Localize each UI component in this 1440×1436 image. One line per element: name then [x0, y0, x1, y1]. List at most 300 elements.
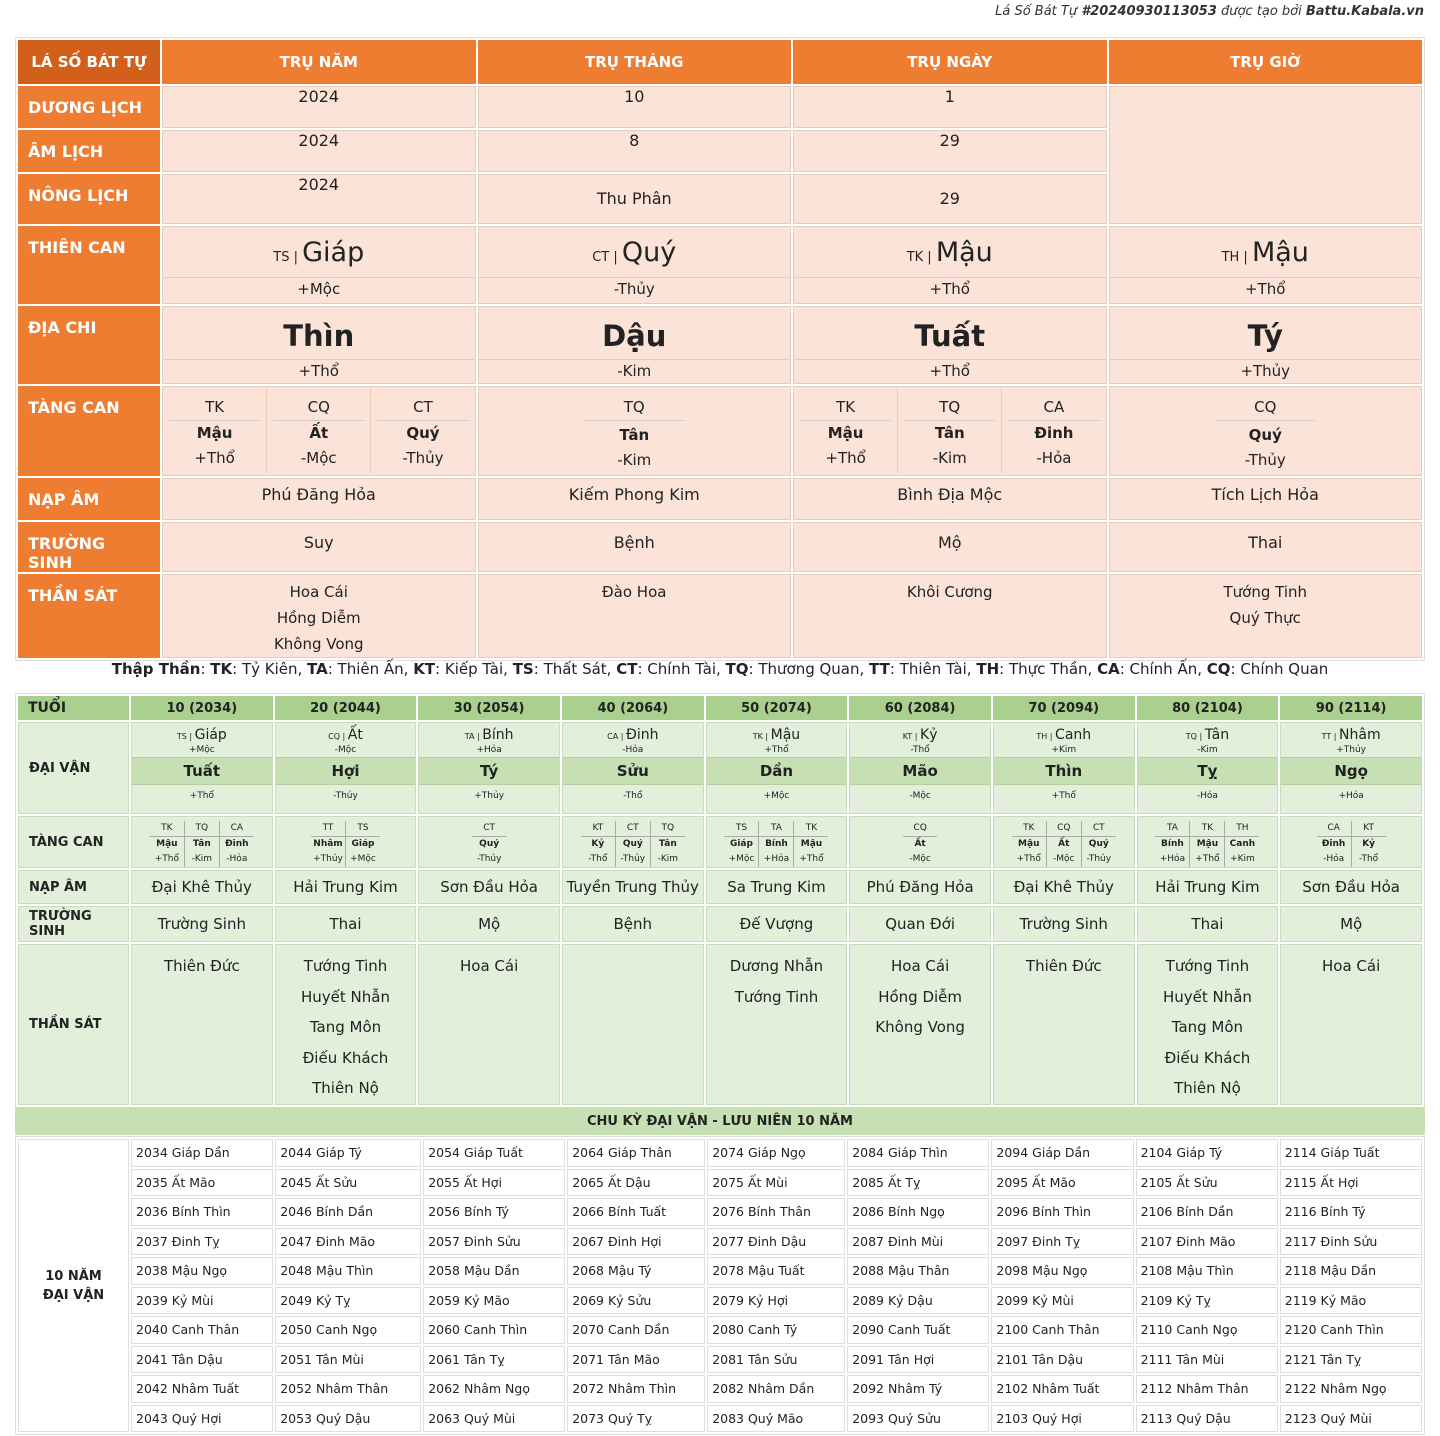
truong-sinh-cell: Thai — [1137, 906, 1279, 942]
year-cell: 2115 Ất Hợi — [1280, 1169, 1422, 1197]
than-sat-cell — [706, 944, 848, 1105]
dv-can-name: Kỷ — [920, 727, 938, 743]
nong-year: 2024 — [162, 174, 476, 224]
ten-god-tag: CQ — [328, 732, 340, 741]
tang-can-cell — [849, 816, 991, 868]
cycle-table — [15, 1136, 1425, 1435]
legend-value: : Tỷ Kiên, — [232, 660, 308, 678]
truong-sinh-cell: Thai — [275, 906, 417, 942]
dv-chi-name: Thìn — [994, 757, 1134, 785]
row-label-than-sat: THẦN SÁT — [18, 944, 129, 1105]
dv-can-name: Giáp — [194, 727, 227, 743]
dv-can: TQ | Tân — [1185, 727, 1230, 743]
year-cell: 2039 Kỷ Mùi — [131, 1287, 273, 1315]
year-cell: 2112 Nhâm Thân — [1136, 1375, 1278, 1403]
dv-chi-name: Tý — [419, 757, 559, 785]
ten-gods-legend — [0, 660, 1440, 678]
nap-am-cell: Đại Khê Thủy — [131, 870, 273, 904]
dia-chi-month — [478, 306, 792, 384]
year-cell: 2074 Giáp Ngọ — [707, 1139, 845, 1167]
dv-can: TH | Canh — [1036, 727, 1092, 743]
year-cell: 2096 Bính Thìn — [991, 1198, 1133, 1226]
year-cell: 2034 Giáp Dần — [131, 1139, 273, 1167]
row-label-truong-sinh: TRƯỜNG SINH — [18, 522, 160, 572]
tang-can-item: CA Đinh -Hỏa — [220, 821, 254, 867]
tang-can-item: CQ Ất -Mộc — [903, 821, 937, 867]
row-label-thien-can: THIÊN CAN — [18, 226, 160, 304]
tang-can-cell — [1280, 816, 1422, 868]
dai-van-cell — [275, 722, 417, 814]
legend-key: TA — [307, 660, 328, 678]
legend-value: : Chính Quan — [1230, 660, 1329, 678]
legend-value: : Thất Sát, — [533, 660, 617, 678]
thien-can-day: TK | Mậu +Thổ — [793, 226, 1107, 304]
year-cell: 2046 Bính Dần — [275, 1198, 421, 1226]
thien-can-month: CT | Quý -Thủy — [478, 226, 792, 304]
than-sat-item: Huyết Nhẫn — [1162, 987, 1252, 1006]
legend-key: TH — [976, 660, 1000, 678]
chi-element: +Thổ — [163, 359, 475, 382]
row-label-dia-chi: ĐỊA CHI — [18, 306, 160, 384]
year-cell: 2098 Mậu Ngọ — [991, 1257, 1133, 1285]
nap-am-cell: Hải Trung Kim — [275, 870, 417, 904]
ten-god-tag: TH — [1036, 732, 1048, 741]
duong-month: 10 — [478, 86, 792, 128]
dv-can: TS | Giáp — [176, 727, 227, 743]
nap-am-year: Phú Đăng Hỏa — [162, 478, 476, 520]
tang-can-cell — [131, 816, 273, 868]
year-cell: 2117 Đinh Sửu — [1280, 1228, 1422, 1256]
than-sat-item: Thiên Đức — [163, 957, 240, 975]
dv-can-element: +Thổ — [764, 745, 789, 755]
tang-can-item: TK Mậu +Thổ — [150, 821, 185, 867]
ten-god-tag: TK — [752, 732, 763, 741]
year-cell: 2093 Quý Sửu — [847, 1405, 989, 1433]
ten-god-tag: TH — [1221, 250, 1240, 265]
legend-key: Thập Thần — [111, 660, 201, 678]
ten-god-tag: TA — [464, 732, 475, 741]
dv-chi-element: +Thổ — [1051, 791, 1076, 801]
dai-van-cell — [418, 722, 560, 814]
dv-can: TA | Bính — [464, 727, 514, 743]
than-sat-item: Điếu Khách — [1164, 1048, 1251, 1067]
col-header-month: TRỤ THÁNG — [478, 40, 792, 84]
duong-day: 1 — [793, 86, 1107, 128]
nap-am-cell: Phú Đăng Hỏa — [849, 870, 991, 904]
dv-can-element: +Hỏa — [476, 745, 502, 755]
dv-can: CA | Đinh — [607, 727, 659, 743]
year-cell: 2067 Đinh Hợi — [567, 1228, 705, 1256]
can-element: +Mộc — [163, 277, 475, 300]
tang-can-item: TQ Tân -Kim — [584, 387, 684, 475]
year-cell: 2105 Ất Sửu — [1136, 1169, 1278, 1197]
truong-sinh-cell: Đế Vượng — [706, 906, 848, 942]
year-cell: 2045 Ất Sửu — [275, 1169, 421, 1197]
year-cell: 2085 Ất Tỵ — [847, 1169, 989, 1197]
bat-tu-table — [15, 37, 1425, 661]
chi-name: Thìn — [283, 319, 355, 353]
col-header-year: TRỤ NĂM — [162, 40, 476, 84]
am-day: 29 — [793, 130, 1107, 172]
chi-element: +Thủy — [1110, 359, 1422, 382]
year-cell: 2050 Canh Ngọ — [275, 1316, 421, 1344]
year-cell: 2035 Ất Mão — [131, 1169, 273, 1197]
year-cell: 2053 Quý Dậu — [275, 1405, 421, 1433]
row-label-than-sat: THẦN SÁT — [18, 574, 160, 658]
row-label-tuoi: TUỔI — [18, 696, 129, 720]
row-label-tang-can: TÀNG CAN — [18, 386, 160, 476]
year-cell: 2122 Nhâm Ngọ — [1280, 1375, 1422, 1403]
year-cell: 2060 Canh Thìn — [423, 1316, 565, 1344]
can-name: Mậu — [935, 237, 993, 268]
chi-element: -Kim — [479, 359, 791, 382]
dv-chi-element: -Mộc — [909, 791, 931, 801]
duong-year: 2024 — [162, 86, 476, 128]
legend-value: : Thiên Ấn, — [327, 660, 414, 678]
year-cell: 2110 Canh Ngọ — [1136, 1316, 1278, 1344]
hour-date-empty — [1109, 86, 1423, 224]
legend-value: : Chính Tài, — [637, 660, 726, 678]
dai-van-table — [15, 693, 1425, 1108]
tang-can-item: TH Canh +Kim — [1225, 821, 1259, 867]
nap-am-cell: Tuyền Trung Thủy — [562, 870, 704, 904]
row-label-duong: DƯƠNG LỊCH — [18, 86, 160, 128]
can-element: +Thổ — [794, 277, 1106, 300]
row-label-nap-am: NẠP ÂM — [18, 478, 160, 520]
than-sat-item: Hoa Cái — [460, 957, 519, 975]
age-header: 40 (2064) — [562, 696, 704, 720]
ten-god-tag: TQ — [1185, 732, 1197, 741]
dai-van-cell — [1137, 722, 1279, 814]
nong-month: Thu Phân — [478, 174, 792, 224]
can-name: Mậu — [1251, 237, 1309, 268]
than-sat-item: Không Vong — [875, 1018, 965, 1036]
year-cell: 2055 Ất Hợi — [423, 1169, 565, 1197]
year-cell: 2079 Kỷ Hợi — [707, 1287, 845, 1315]
than-sat-item: Tướng Tinh — [303, 957, 388, 975]
than-sat-cell — [275, 944, 417, 1105]
year-cell: 2100 Canh Thân — [991, 1316, 1133, 1344]
year-cell: 2091 Tân Hợi — [847, 1346, 989, 1374]
than-sat-item: Hoa Cái — [1322, 957, 1381, 975]
dv-can-name: Tân — [1204, 727, 1230, 743]
tang-can-item: CQ Ất -Mộc — [1047, 821, 1082, 867]
age-header: 50 (2074) — [706, 696, 848, 720]
tang-can-cell — [418, 816, 560, 868]
tang-can-item: CA Đinh -Hỏa — [1002, 387, 1105, 473]
year-cell: 2120 Canh Thìn — [1280, 1316, 1422, 1344]
year-cell: 2077 Đinh Dậu — [707, 1228, 845, 1256]
dv-can: TT | Nhâm — [1321, 727, 1381, 743]
year-cell: 2076 Bính Thân — [707, 1198, 845, 1226]
tang-can-item: TT Nhâm +Thủy — [311, 821, 346, 867]
dv-chi-element: -Thủy — [333, 791, 358, 801]
dia-chi-hour — [1109, 306, 1423, 384]
dv-can-element: -Mộc — [334, 745, 357, 755]
dai-van-cell — [849, 722, 991, 814]
row-label-truong-sinh: TRƯỜNG SINH — [18, 906, 129, 942]
row-label-tang-can: TÀNG CAN — [18, 816, 129, 868]
tang-can-item: TQ Tân -Kim — [185, 821, 220, 867]
year-cell: 2101 Tân Dậu — [991, 1346, 1133, 1374]
than-sat-hour: Tướng Tinh Quý Thực — [1109, 574, 1423, 658]
year-cell: 2092 Nhâm Tý — [847, 1375, 989, 1403]
year-cell: 2071 Tân Mão — [567, 1346, 705, 1374]
year-cell: 2062 Nhâm Ngọ — [423, 1375, 565, 1403]
year-cell: 2102 Nhâm Tuất — [991, 1375, 1133, 1403]
tang-can-cell — [1137, 816, 1279, 868]
credit-mid: được tạo bởi — [1216, 4, 1306, 19]
row-label-dai-van: ĐẠI VẬN — [18, 722, 129, 814]
legend-key: TT — [869, 660, 890, 678]
dai-van-cell — [562, 722, 704, 814]
year-cell: 2083 Quý Mão — [707, 1405, 845, 1433]
ten-god-tag: TS — [273, 250, 290, 265]
col-header-hour: TRỤ GIỜ — [1109, 40, 1423, 84]
than-sat-cell — [131, 944, 273, 1105]
dv-can-element: -Hỏa — [622, 745, 644, 755]
dv-chi-element: +Mộc — [763, 791, 790, 801]
legend-value: : Thương Quan, — [748, 660, 870, 678]
tang-can-item: TK Mậu +Thổ — [794, 387, 898, 473]
tang-can-day — [793, 386, 1107, 476]
thien-can-hour: TH | Mậu +Thổ — [1109, 226, 1423, 304]
year-cell: 2069 Kỷ Sửu — [567, 1287, 705, 1315]
dv-chi-element: +Thổ — [189, 791, 214, 801]
year-cell: 2049 Kỷ Tỵ — [275, 1287, 421, 1315]
than-sat-item: Tang Môn — [1171, 1018, 1244, 1036]
nap-am-hour: Tích Lịch Hỏa — [1109, 478, 1423, 520]
tang-can-item: TK Mậu +Thổ — [163, 387, 267, 473]
legend-value: : Kiếp Tài, — [435, 660, 513, 678]
tang-can-cell — [275, 816, 417, 868]
ten-god-tag: KT — [902, 732, 913, 741]
legend-value: : Thực Thần, — [999, 660, 1098, 678]
legend-key: KT — [413, 660, 436, 678]
than-sat-item: Thiên Nộ — [1174, 1079, 1241, 1097]
row-label-nong: NÔNG LỊCH — [18, 174, 160, 224]
credit-prefix: Lá Số Bát Tự — [995, 4, 1082, 19]
year-cell: 2054 Giáp Tuất — [423, 1139, 565, 1167]
year-cell: 2109 Kỷ Tỵ — [1136, 1287, 1278, 1315]
than-sat-item: Thiên Đức — [1025, 957, 1102, 975]
tang-can-item: CT Quý -Thủy — [616, 821, 651, 867]
tang-can-cell — [562, 816, 704, 868]
dv-chi-element: -Thổ — [623, 791, 643, 801]
cycle-title: CHU KỲ ĐẠI VẬN - LƯU NIÊN 10 NĂM — [15, 1107, 1425, 1135]
ten-god-tag: TS — [176, 732, 187, 741]
dv-chi-element: +Hỏa — [1338, 791, 1364, 801]
chi-element: +Thổ — [794, 359, 1106, 382]
dv-chi-element: -Hỏa — [1196, 791, 1218, 801]
year-cell: 2088 Mậu Thân — [847, 1257, 989, 1285]
year-cell: 2051 Tân Mùi — [275, 1346, 421, 1374]
than-sat-cell — [418, 944, 560, 1105]
dv-can: KT | Kỷ — [902, 727, 938, 743]
truong-sinh-cell: Mộ — [418, 906, 560, 942]
than-sat-item: Hoa Cái — [890, 957, 950, 975]
dv-can: CQ | Ất — [328, 727, 363, 743]
nap-am-cell: Sơn Đầu Hỏa — [418, 870, 560, 904]
truong-sinh-month: Bệnh — [478, 522, 792, 572]
tang-can-item: CT Quý -Thủy — [371, 387, 474, 473]
than-sat-cell — [849, 944, 991, 1105]
col-header-day: TRỤ NGÀY — [793, 40, 1107, 84]
dai-van-cell — [131, 722, 273, 814]
year-cell: 2063 Quý Mùi — [423, 1405, 565, 1433]
year-cell: 2036 Bính Thìn — [131, 1198, 273, 1226]
than-sat-item: Tang Môn — [309, 1018, 382, 1036]
year-cell: 2052 Nhâm Thân — [275, 1375, 421, 1403]
year-cell: 2123 Quý Mùi — [1280, 1405, 1422, 1433]
legend-key: TK — [210, 660, 233, 678]
ten-god-tag: CT — [592, 250, 610, 265]
truong-sinh-year: Suy — [162, 522, 476, 572]
year-cell: 2068 Mậu Tý — [567, 1257, 705, 1285]
dai-van-cell — [993, 722, 1135, 814]
tang-can-item: TS Giáp +Mộc — [346, 821, 380, 867]
tang-can-hour — [1109, 386, 1423, 476]
dv-chi-name: Ngọ — [1281, 757, 1421, 785]
year-cell: 2094 Giáp Dần — [991, 1139, 1133, 1167]
dai-van-cell — [706, 722, 848, 814]
age-header: 70 (2094) — [993, 696, 1135, 720]
chart-id: #20240930113053 — [1081, 4, 1217, 19]
year-cell: 2038 Mậu Ngọ — [131, 1257, 273, 1285]
truong-sinh-cell: Mộ — [1280, 906, 1422, 942]
year-cell: 2075 Ất Mùi — [707, 1169, 845, 1197]
can-element: +Thổ — [1110, 277, 1422, 300]
dai-van-cell — [1280, 722, 1422, 814]
than-sat-cell — [1280, 944, 1422, 1105]
dv-can-element: +Mộc — [188, 745, 215, 755]
year-cell: 2078 Mậu Tuất — [707, 1257, 845, 1285]
dv-chi-name: Mão — [850, 757, 990, 785]
nap-am-day: Bình Địa Mộc — [793, 478, 1107, 520]
legend-value: : Chính Ấn, — [1119, 660, 1207, 678]
age-header: 20 (2044) — [275, 696, 417, 720]
truong-sinh-hour: Thai — [1109, 522, 1423, 572]
tang-can-cell — [993, 816, 1135, 868]
year-cell: 2111 Tân Mùi — [1136, 1346, 1278, 1374]
nap-am-cell: Hải Trung Kim — [1137, 870, 1279, 904]
nap-am-cell: Đại Khê Thủy — [993, 870, 1135, 904]
dv-can-element: +Kim — [1051, 745, 1077, 755]
than-sat-item: Thiên Nộ — [312, 1079, 379, 1097]
year-cell: 2108 Mậu Thìn — [1136, 1257, 1278, 1285]
than-sat-cell — [1137, 944, 1279, 1105]
tang-can-item: CQ Ất -Mộc — [267, 387, 371, 473]
legend-key: TQ — [725, 660, 749, 678]
chi-name: Tuất — [914, 319, 986, 353]
nap-am-cell: Sơn Đầu Hỏa — [1280, 870, 1422, 904]
year-cell: 2064 Giáp Thân — [567, 1139, 705, 1167]
dv-can-name: Mậu — [770, 727, 801, 743]
year-cell: 2118 Mậu Dần — [1280, 1257, 1422, 1285]
year-cell: 2114 Giáp Tuất — [1280, 1139, 1422, 1167]
than-sat-month: Đào Hoa — [478, 574, 792, 658]
year-cell: 2047 Đinh Mão — [275, 1228, 421, 1256]
tang-can-item: CQ Quý -Thủy — [1215, 387, 1315, 475]
truong-sinh-cell: Bệnh — [562, 906, 704, 942]
year-cell: 2089 Kỷ Dậu — [847, 1287, 989, 1315]
tang-can-item: TA Bính +Hỏa — [759, 821, 794, 867]
credit-line — [995, 4, 1424, 19]
tang-can-item: TK Mậu +Thổ — [1190, 821, 1225, 867]
can-name: Quý — [621, 237, 677, 268]
corner-header: LÁ SỐ BÁT TỰ — [18, 40, 160, 84]
age-header: 10 (2034) — [131, 696, 273, 720]
than-sat-item: Huyết Nhẫn — [301, 987, 390, 1006]
year-cell: 2048 Mậu Thìn — [275, 1257, 421, 1285]
legend-key: CA — [1097, 660, 1120, 678]
year-cell: 2116 Bính Tý — [1280, 1198, 1422, 1226]
year-cell: 2080 Canh Tý — [707, 1316, 845, 1344]
truong-sinh-cell: Trường Sinh — [993, 906, 1135, 942]
year-cell: 2104 Giáp Tý — [1136, 1139, 1278, 1167]
than-sat-item: Tướng Tinh — [734, 987, 819, 1006]
than-sat-cell — [562, 944, 704, 1105]
dv-chi-name: Hợi — [276, 757, 416, 785]
year-cell: 2058 Mậu Dần — [423, 1257, 565, 1285]
tang-can-item: CA Đinh -Hỏa — [1317, 821, 1352, 867]
row-label-am: ÂM LỊCH — [18, 130, 160, 172]
cycle-label: 10 NĂM ĐẠI VẬN — [18, 1139, 129, 1432]
year-cell: 2037 Đinh Tỵ — [131, 1228, 273, 1256]
year-cell: 2040 Canh Thân — [131, 1316, 273, 1344]
year-cell: 2057 Đinh Sửu — [423, 1228, 565, 1256]
nap-am-month: Kiếm Phong Kim — [478, 478, 792, 520]
dv-can-name: Canh — [1055, 727, 1092, 743]
than-sat-day: Khôi Cương — [793, 574, 1107, 658]
can-element: -Thủy — [479, 277, 791, 300]
site-name[interactable]: Battu.Kabala.vn — [1305, 4, 1424, 19]
dv-chi-name: Sửu — [563, 757, 703, 785]
dv-can-name: Nhâm — [1339, 727, 1381, 743]
dv-can-name: Ất — [347, 727, 363, 743]
year-cell: 2041 Tân Dậu — [131, 1346, 273, 1374]
than-sat-item: Tướng Tinh — [1165, 957, 1250, 975]
year-cell: 2113 Quý Dậu — [1136, 1405, 1278, 1433]
year-cell: 2061 Tân Tỵ — [423, 1346, 565, 1374]
tang-can-item: KT Kỷ -Thổ — [581, 821, 616, 867]
than-sat-item: Hồng Diễm — [878, 987, 963, 1006]
ten-god-tag: CA — [607, 732, 619, 741]
tang-can-month — [478, 386, 792, 476]
age-header: 60 (2084) — [849, 696, 991, 720]
age-header: 30 (2054) — [418, 696, 560, 720]
am-year: 2024 — [162, 130, 476, 172]
year-cell: 2097 Đinh Tỵ — [991, 1228, 1133, 1256]
than-sat-item: Dương Nhẫn — [729, 957, 824, 975]
year-cell: 2043 Quý Hợi — [131, 1405, 273, 1433]
legend-key: TS — [512, 660, 534, 678]
dia-chi-day — [793, 306, 1107, 384]
tang-can-item: CT Quý -Thủy — [1082, 821, 1116, 867]
truong-sinh-cell: Trường Sinh — [131, 906, 273, 942]
dv-chi-name: Dần — [707, 757, 847, 785]
dv-chi-element: +Thủy — [474, 791, 505, 801]
year-cell: 2119 Kỷ Mão — [1280, 1287, 1422, 1315]
tang-can-item: TQ Tân -Kim — [898, 387, 1002, 473]
tang-can-item: TK Mậu +Thổ — [794, 821, 828, 867]
chi-name: Dậu — [602, 319, 667, 353]
dv-can-element: -Thổ — [910, 745, 930, 755]
year-cell: 2081 Tân Sửu — [707, 1346, 845, 1374]
year-cell: 2095 Ất Mão — [991, 1169, 1133, 1197]
year-cell: 2070 Canh Dần — [567, 1316, 705, 1344]
am-month: 8 — [478, 130, 792, 172]
